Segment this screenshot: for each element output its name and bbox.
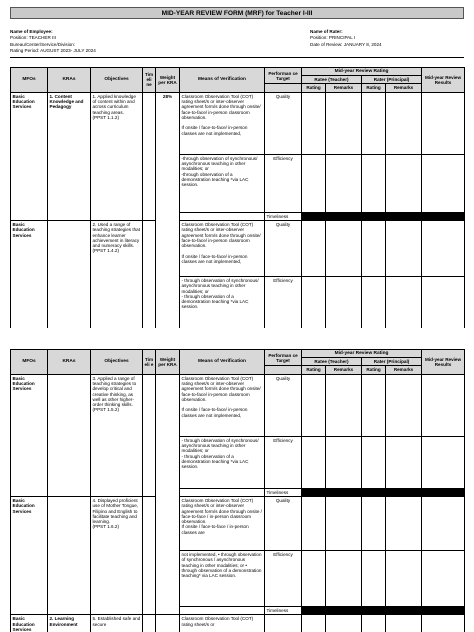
ratee-rating-cell[interactable] bbox=[302, 496, 326, 550]
page-break bbox=[0, 328, 474, 342]
timeline-cell bbox=[143, 374, 156, 496]
ratee-rating-cell[interactable] bbox=[302, 374, 326, 436]
target-cell bbox=[265, 615, 302, 632]
shaded-cell bbox=[422, 212, 465, 220]
rater-info bbox=[310, 29, 382, 48]
header-mov: Means of Verification bbox=[180, 350, 265, 375]
rater-rating-cell[interactable] bbox=[362, 550, 386, 606]
header-ratee-rating: Rating bbox=[302, 84, 326, 92]
kra-cell bbox=[48, 374, 91, 496]
header-ratee-remarks: Remarks bbox=[326, 366, 362, 374]
timeline-cell bbox=[143, 92, 156, 220]
employee-position: Position: TEACHER III bbox=[10, 35, 56, 41]
rater-rating-cell[interactable] bbox=[362, 276, 386, 328]
results-cell[interactable] bbox=[422, 496, 465, 550]
target-timeliness: Timeliness bbox=[265, 488, 302, 496]
mrf-table-page2 bbox=[10, 349, 465, 632]
target-efficiency: Efficiency bbox=[265, 550, 302, 606]
results-cell[interactable] bbox=[422, 374, 465, 436]
header-mfos: MFOs bbox=[11, 68, 48, 93]
rater-remarks-cell[interactable] bbox=[386, 496, 422, 550]
header-rater-rating: Rating bbox=[362, 366, 386, 374]
mov-cell: - through observation of synchronous/ asynchronous teaching in other modalities; or - through observation of a demonstration teaching *via LAC session. bbox=[180, 436, 265, 488]
target-quality: Quality bbox=[265, 374, 302, 436]
objective-cell: 3. Applied a range of teaching strategies to develop critical and creative thinking, as well as other higher-order thinking skills. (PPST 1.5.2) bbox=[91, 374, 143, 496]
rater-rating-cell[interactable] bbox=[362, 496, 386, 550]
ratee-rating-cell[interactable] bbox=[302, 220, 326, 276]
timeline-cell bbox=[143, 220, 156, 336]
header-blank bbox=[265, 366, 302, 374]
objective-cell: 2. Used a range of teaching strategies that enhance learner achievement in literacy and numeracy skills. (PPST 1.4.2) bbox=[91, 220, 143, 336]
timeline-cell bbox=[143, 496, 156, 614]
employee-info bbox=[10, 29, 96, 55]
kra-cell: 2. Learning Environment bbox=[48, 615, 91, 632]
mov-cell: Classroom Observation Tool (COT) rating sheet/s or inter-observer agreement form/s done through onsite/ face-to-face/ in-person classroom observation. If onsite / face-to-face/ in-person classes are not implemented, bbox=[180, 92, 265, 154]
shaded-cell bbox=[362, 488, 386, 496]
table-row bbox=[11, 220, 465, 276]
header-timeline: Tim eli e bbox=[143, 350, 156, 375]
target-efficiency: Efficiency bbox=[265, 154, 302, 212]
header-performance-target: Performan ce Target bbox=[265, 68, 302, 84]
employee-name-label: Name of Employee: bbox=[10, 29, 53, 34]
shaded-cell bbox=[326, 488, 362, 496]
table-row bbox=[11, 615, 465, 632]
header-rater-remarks: Remarks bbox=[386, 84, 422, 92]
header-ratee: Ratee (Teacher) bbox=[302, 76, 362, 84]
mfo-cell: Basic Education Services bbox=[11, 615, 48, 632]
ratee-rating-cell[interactable] bbox=[302, 550, 326, 606]
target-quality: Quality bbox=[265, 92, 302, 154]
mov-cell: -through observation of synchronous/ asynchronous teaching in other modalities; or -through observation of a demonstration teaching *via LAC session. bbox=[180, 154, 265, 212]
results-cell[interactable] bbox=[422, 615, 465, 632]
results-cell[interactable] bbox=[422, 276, 465, 328]
ratee-rating-cell[interactable] bbox=[302, 436, 326, 488]
rater-rating-cell[interactable] bbox=[362, 436, 386, 488]
table-row bbox=[11, 92, 465, 154]
shaded-cell bbox=[362, 606, 386, 614]
timeline-cell bbox=[143, 615, 156, 632]
header-kras: KRAs bbox=[48, 350, 91, 375]
header-mid-year-rating: Mid-year Review Rating bbox=[302, 68, 422, 76]
rater-remarks-cell[interactable] bbox=[386, 276, 422, 328]
form-title: MID-YEAR REVIEW FORM (MRF) for Teacher I-III bbox=[10, 7, 464, 19]
results-cell[interactable] bbox=[422, 550, 465, 606]
rater-rating-cell[interactable] bbox=[362, 154, 386, 212]
shaded-cell bbox=[326, 212, 362, 220]
ratee-remarks-cell[interactable] bbox=[326, 374, 362, 436]
header-results: Mid-year Review Results bbox=[422, 350, 465, 375]
shaded-cell bbox=[422, 488, 465, 496]
target-efficiency: Efficiency bbox=[265, 276, 302, 328]
header-mov: Means of Verification bbox=[180, 68, 265, 93]
weight-cell: 28% bbox=[156, 92, 180, 337]
rater-rating-cell[interactable] bbox=[362, 92, 386, 154]
target-efficiency: Efficiency bbox=[265, 436, 302, 488]
mov-cell: not implemented, • through observation of synchronous / asynchronous teaching in other modalities; or • through observation of a demonstration teaching* via LAC session. bbox=[180, 550, 265, 606]
mov-cell: Classroom Observation Tool (COT) rating sheet/s or inter-observer agreement form/s done through onsite/ face-to-face/ in-person classroom observation. If onsite / face-to-face/ in-person classes are not implemented, bbox=[180, 220, 265, 276]
rating-period: Rating Period: AUGUST 2023- JULY 2024 bbox=[10, 48, 96, 54]
shaded-cell bbox=[422, 606, 465, 614]
mov-cell bbox=[180, 212, 265, 220]
header-ratee-rating: Rating bbox=[302, 366, 326, 374]
mov-cell bbox=[180, 488, 265, 496]
mov-cell: Classroom Observation Tool (COT) rating sheet/s or inter-observer agreement form/s done through onsite / face-to-face / in-person classroom observation. If onsite / face-to-face / in-person classes are bbox=[180, 496, 265, 550]
ratee-remarks-cell[interactable] bbox=[326, 436, 362, 488]
ratee-remarks-cell[interactable] bbox=[326, 276, 362, 328]
mov-cell: - through observation of synchronous/ asynchronous teaching in other modalities; or - through observation of a demonstration teaching *via LAC session. bbox=[180, 276, 265, 328]
date-of-review: Date of Review: JANUARY 8, 2024 bbox=[310, 41, 382, 47]
shaded-cell bbox=[386, 606, 422, 614]
header-weight: Weight per KRA bbox=[156, 68, 180, 93]
rater-remarks-cell[interactable] bbox=[386, 92, 422, 154]
shaded-cell bbox=[362, 212, 386, 220]
mov-cell: Classroom Observation Tool (COT) rating sheet/s or bbox=[180, 615, 265, 632]
mfo-cell: Basic Education Services bbox=[11, 220, 48, 336]
mrf-table-page1 bbox=[10, 67, 465, 337]
objective-cell: 5. Established safe and secure bbox=[91, 615, 143, 632]
ratee-remarks-cell[interactable] bbox=[326, 550, 362, 606]
target-quality: Quality bbox=[265, 496, 302, 550]
shaded-cell bbox=[326, 606, 362, 614]
target-timeliness: Timeliness bbox=[265, 212, 302, 220]
shaded-cell bbox=[386, 488, 422, 496]
shaded-cell bbox=[302, 606, 326, 614]
mfo-cell: Basic Education Services bbox=[11, 496, 48, 614]
table-row bbox=[11, 374, 465, 436]
results-cell[interactable] bbox=[422, 92, 465, 154]
ratee-remarks-cell[interactable] bbox=[326, 615, 362, 632]
shaded-cell bbox=[302, 212, 326, 220]
header-objectives: Objectives bbox=[91, 68, 143, 93]
header-rater-rating: Rating bbox=[362, 84, 386, 92]
rater-remarks-cell[interactable] bbox=[386, 154, 422, 212]
weight-cell bbox=[156, 615, 180, 632]
rater-rating-cell[interactable] bbox=[362, 374, 386, 436]
rater-remarks-cell[interactable] bbox=[386, 374, 422, 436]
results-cell[interactable] bbox=[422, 154, 465, 212]
header-blank bbox=[265, 84, 302, 92]
mov-cell bbox=[180, 606, 265, 614]
rater-rating-cell[interactable] bbox=[362, 615, 386, 632]
ratee-remarks-cell[interactable] bbox=[326, 92, 362, 154]
rater-remarks-cell[interactable] bbox=[386, 615, 422, 632]
header-mid-year-rating: Mid-year Review Rating bbox=[302, 350, 422, 358]
header-rater-remarks: Remarks bbox=[386, 366, 422, 374]
objective-cell: 1. Applied knowledge of content within and across curriculum teaching areas. (PPST 1.1.2) bbox=[91, 92, 143, 220]
target-timeliness: Timeliness bbox=[265, 606, 302, 614]
shaded-cell bbox=[386, 212, 422, 220]
header-mfos: MFOs bbox=[11, 350, 48, 375]
header-rater: Rater (Principal) bbox=[362, 76, 422, 84]
rater-remarks-cell[interactable] bbox=[386, 436, 422, 488]
table-row bbox=[11, 496, 465, 550]
kra-cell bbox=[48, 220, 91, 336]
ratee-remarks-cell[interactable] bbox=[326, 154, 362, 212]
employee-bureau: Bureau/Center/Service/Division: bbox=[10, 41, 76, 47]
ratee-rating-cell[interactable] bbox=[302, 92, 326, 154]
header-weight: Weight per KRA bbox=[156, 350, 180, 375]
rater-remarks-cell[interactable] bbox=[386, 220, 422, 276]
rater-name-label: Name of Rater: bbox=[310, 29, 343, 34]
ratee-rating-cell[interactable] bbox=[302, 615, 326, 632]
header-results: Mid-year Review Results bbox=[422, 68, 465, 93]
ratee-rating-cell[interactable] bbox=[302, 276, 326, 328]
mfo-cell: Basic Education Services bbox=[11, 92, 48, 220]
shaded-cell bbox=[302, 488, 326, 496]
ratee-remarks-cell[interactable] bbox=[326, 496, 362, 550]
mfo-cell: Basic Education Services bbox=[11, 374, 48, 496]
kra-cell: 1. Content Knowledge and Pedagogy bbox=[48, 92, 91, 220]
header-timeline: Tim eli ne bbox=[143, 68, 156, 93]
ratee-remarks-cell[interactable] bbox=[326, 220, 362, 276]
results-cell[interactable] bbox=[422, 436, 465, 488]
rater-position: Position: PRINCIPAL I bbox=[310, 35, 356, 41]
header-performance-target: Performan ce Target bbox=[265, 350, 302, 366]
objective-cell: 4. Displayed proficient use of Mother Tongue, Filipino and English to facilitate teaching and learning. (PPST 1.6.2) bbox=[91, 496, 143, 614]
results-cell[interactable] bbox=[422, 220, 465, 276]
target-quality: Quality bbox=[265, 220, 302, 276]
weight-cell bbox=[156, 374, 180, 615]
info-divider bbox=[10, 57, 464, 58]
header-objectives: Objectives bbox=[91, 350, 143, 375]
mov-cell: Classroom Observation Tool (COT) rating sheet/s or inter-observer agreement form/s done through onsite/ face-to-face/ in-person classroom observation. If onsite / face-to-face/ in-person classes are not implemented, bbox=[180, 374, 265, 436]
header-kras: KRAs bbox=[48, 68, 91, 93]
header-ratee: Ratee (Teacher) bbox=[302, 358, 362, 366]
rater-remarks-cell[interactable] bbox=[386, 550, 422, 606]
ratee-rating-cell[interactable] bbox=[302, 154, 326, 212]
kra-cell bbox=[48, 496, 91, 614]
rater-rating-cell[interactable] bbox=[362, 220, 386, 276]
header-ratee-remarks: Remarks bbox=[326, 84, 362, 92]
header-rater: Rater (Principal) bbox=[362, 358, 422, 366]
